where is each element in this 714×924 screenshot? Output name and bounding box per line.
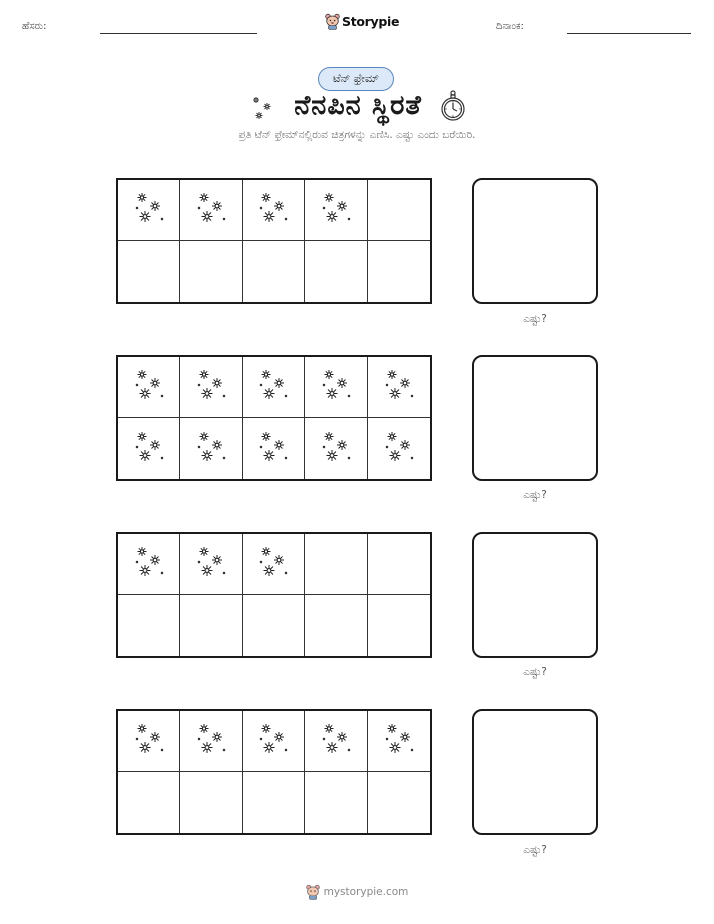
sparkles-icon [253,427,293,471]
sparkles-icon [191,542,231,586]
frame-cell [368,711,430,772]
sparkles-icon [129,427,169,471]
frame-cell [243,595,305,656]
name-line[interactable] [100,33,257,34]
frame-cell [180,772,242,833]
frame-cell [305,595,367,656]
title-row [0,90,714,122]
topic-badge: ಟೆನ್ ಫ್ರೇಮ್ [318,67,394,91]
frame-cell [305,180,367,241]
sparkles-icon [316,188,356,232]
sparkles-icon [129,365,169,409]
frame-cell [118,418,180,479]
frame-cell [368,180,430,241]
frame-cell [118,711,180,772]
sparkles-icon [316,365,356,409]
frame-cell [180,418,242,479]
sparkles-icon [129,719,169,763]
how-many-label-2: ಎಷ್ಟು? [523,489,547,501]
how-many-label-1: ಎಷ್ಟು? [523,313,547,325]
sparkles-icon [316,719,356,763]
footer [0,884,714,900]
frame-cell [243,241,305,302]
sparkles-icon [191,719,231,763]
frame-cell [180,595,242,656]
pocket-watch-icon [440,90,466,122]
frame-cell [118,180,180,241]
sparkles-icon [253,188,293,232]
sparkles-icon [316,427,356,471]
footer-url: mystorypie.com [323,886,409,898]
date-line[interactable] [567,33,691,34]
answer-box-3[interactable] [472,532,598,658]
frame-cell [305,711,367,772]
frame-cell [243,180,305,241]
instructions: ಪ್ರತಿ ಟೆನ್ ಫ್ರೇಮ್‌ನಲ್ಲಿರುವ ಚಿತ್ರಗಳನ್ನು ಎಣಿಸಿ. ಎಷ್ಟು ಎಂದು ಬರೆಯಿರಿ. [238,129,476,141]
brand-logo [325,13,399,30]
frame-cell [243,534,305,595]
frame-cell [305,357,367,418]
frame-cell [118,772,180,833]
frame-cell [118,595,180,656]
brand-name: Storypie [342,14,400,29]
frame-cell [180,534,242,595]
frame-cell [243,711,305,772]
frame-cell [368,772,430,833]
ten-frame-3 [116,532,432,658]
ten-frame-4 [116,709,432,835]
frame-cell [368,534,430,595]
frame-cell [180,357,242,418]
frame-cell [305,418,367,479]
frame-cell [305,534,367,595]
storypie-bear-logo-icon [306,884,320,900]
frame-cell [180,241,242,302]
sparkles-icon [253,542,293,586]
how-many-label-4: ಎಷ್ಟು? [523,844,547,856]
frame-cell [368,595,430,656]
frame-cell [368,357,430,418]
sparkles-icon [379,719,419,763]
frame-cell [180,711,242,772]
answer-box-4[interactable] [472,709,598,835]
how-many-label-3: ಎಷ್ಟು? [523,666,547,678]
page-title: ನೆನಪಿನ ಸ್ಥಿರತೆ [294,90,422,121]
storypie-bear-logo-icon [325,13,340,30]
sparkles-icon [129,542,169,586]
date-label: ದಿನಾಂಕ: [496,21,524,32]
answer-box-1[interactable] [472,178,598,304]
frame-cell [368,418,430,479]
sparkles-icon [253,719,293,763]
frame-cell [180,180,242,241]
sparkles-icon [191,427,231,471]
frame-cell [118,241,180,302]
frame-cell [118,534,180,595]
frame-cell [118,357,180,418]
frame-cell [305,772,367,833]
frame-cell [243,772,305,833]
answer-box-2[interactable] [472,355,598,481]
sparkles-icon [253,365,293,409]
name-label: ಹೆಸರು: [22,21,47,32]
sparkles-icon [191,365,231,409]
ten-frame-2 [116,355,432,481]
frame-cell [368,241,430,302]
ten-frame-1 [116,178,432,304]
sparkles-icon [129,188,169,232]
sparkles-icon [379,365,419,409]
sparkles-icon [191,188,231,232]
sparkles-icon [248,92,276,120]
frame-cell [243,418,305,479]
sparkles-icon [379,427,419,471]
frame-cell [305,241,367,302]
frame-cell [243,357,305,418]
